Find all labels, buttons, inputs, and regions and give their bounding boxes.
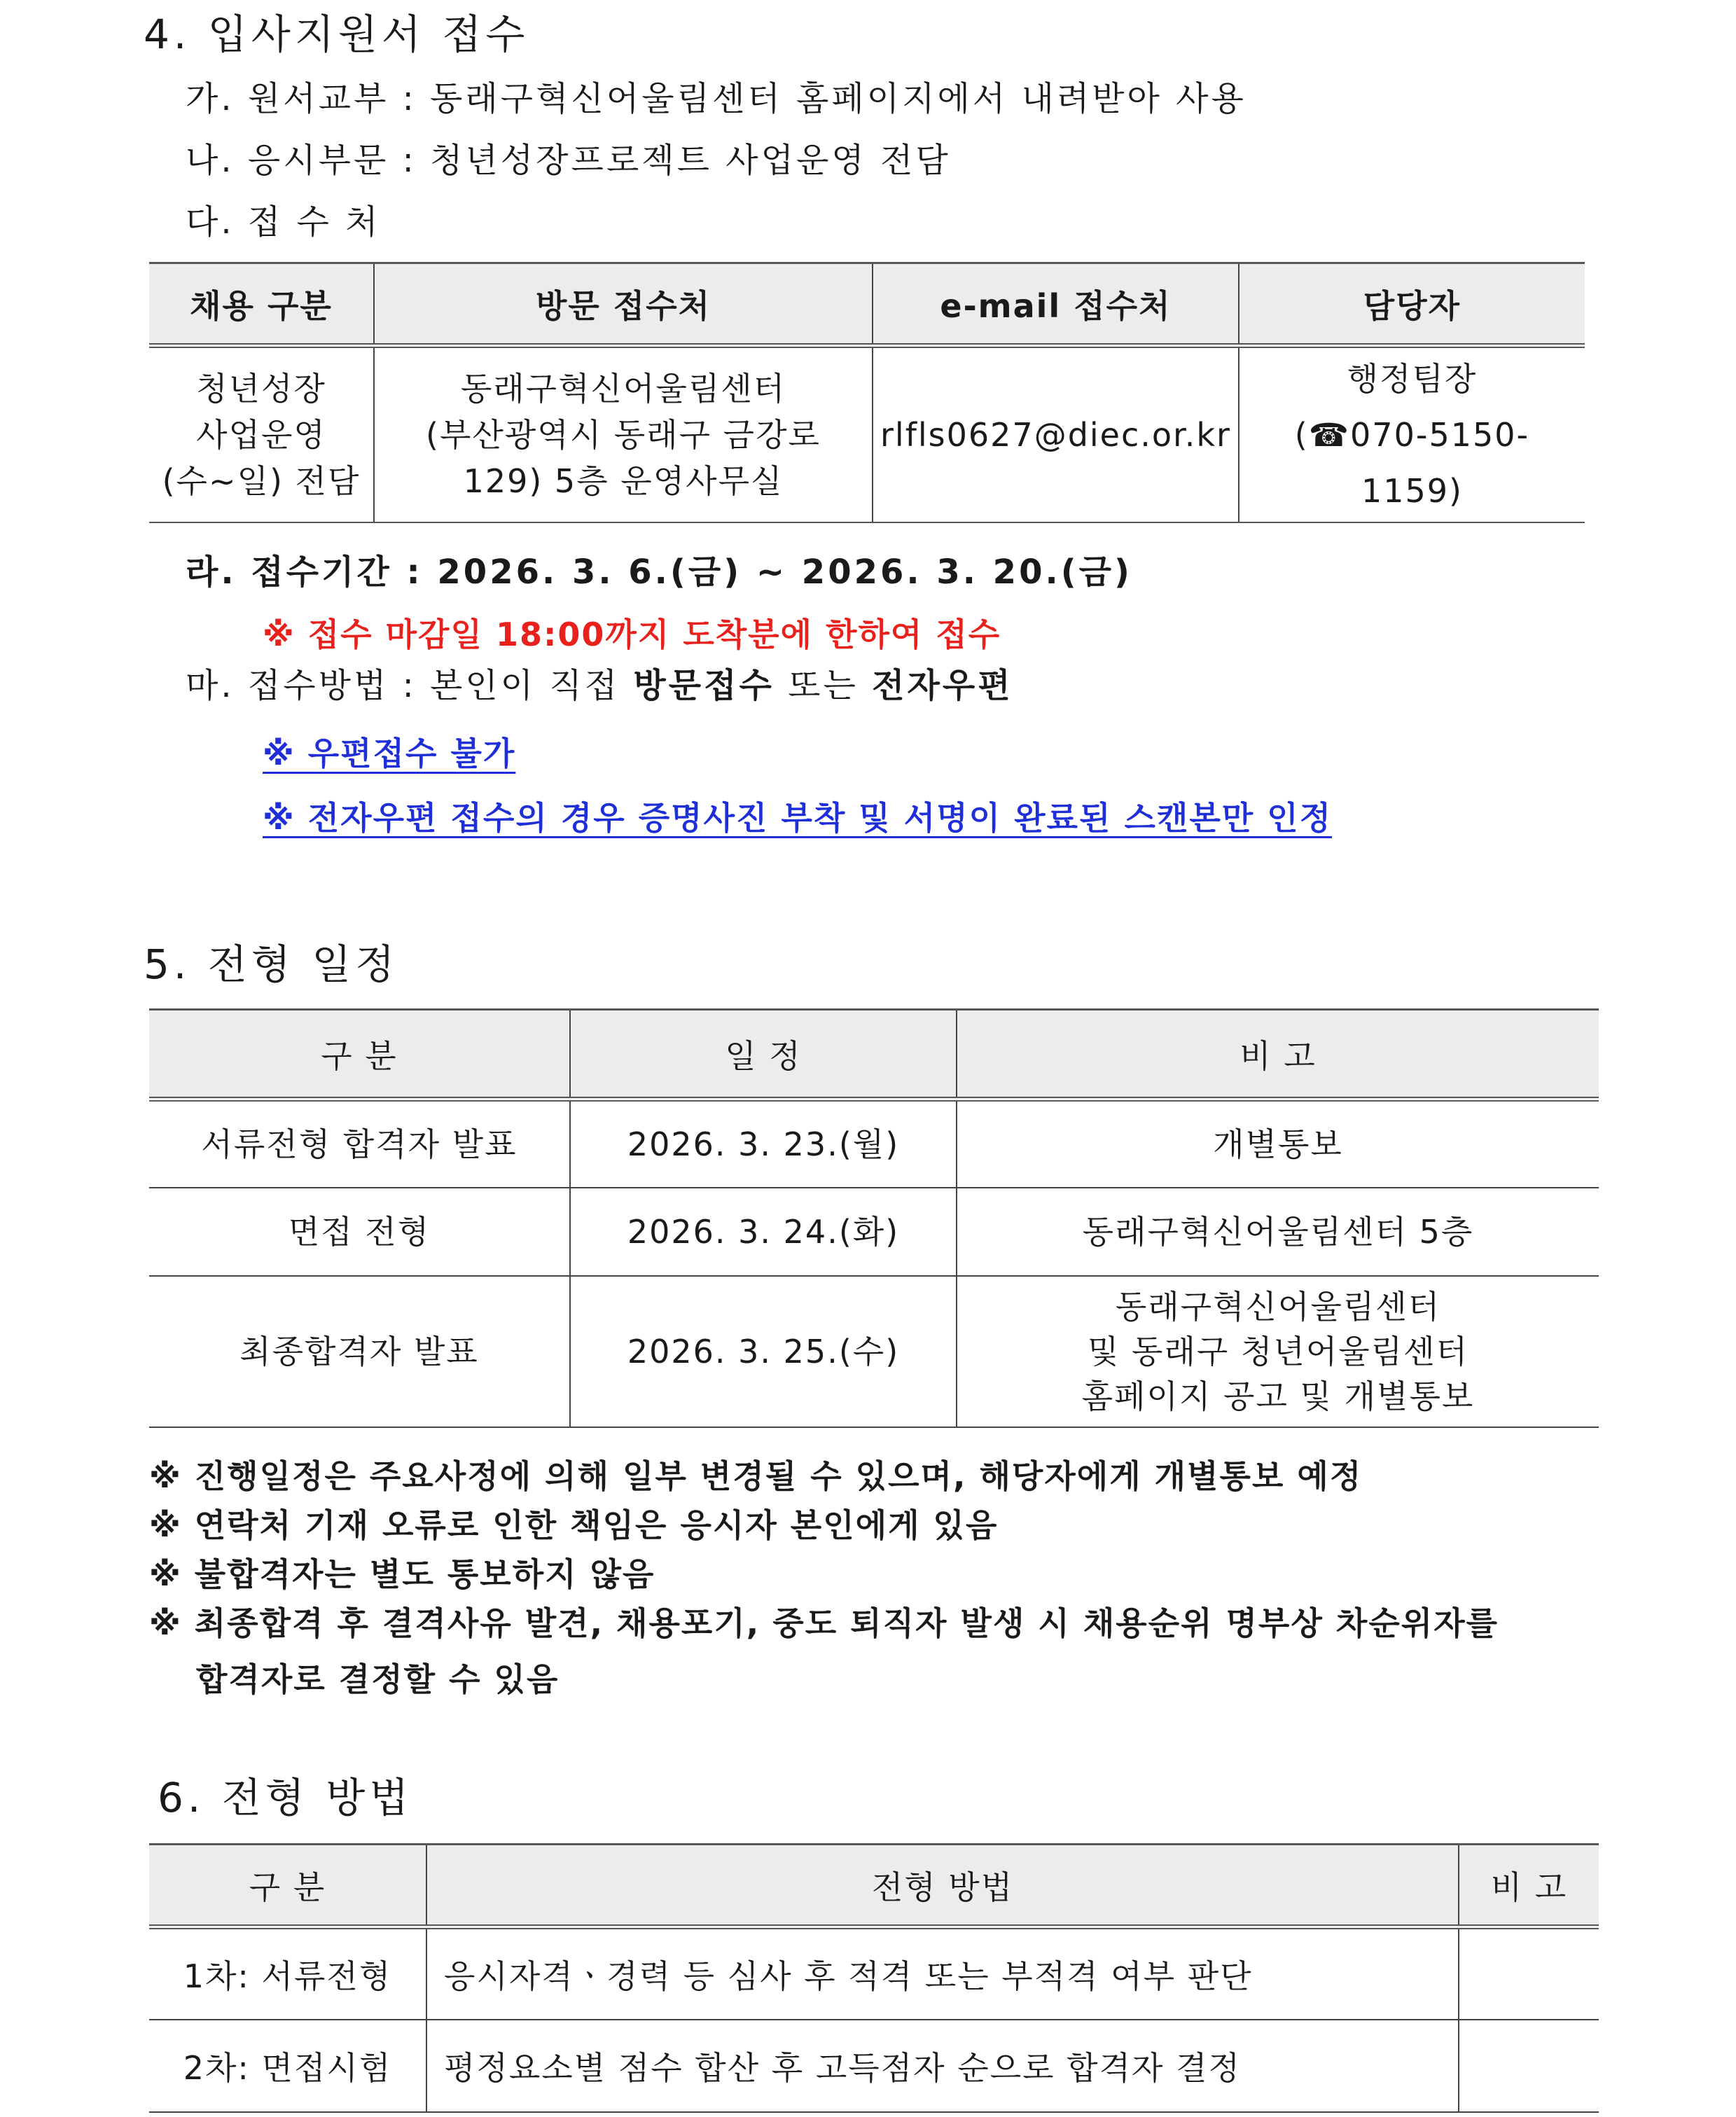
header-stage: 구 분 [149,1010,570,1099]
section6-heading: 6. 전형 방법 [158,1774,413,1821]
schedule-note-4: ※ 최종합격 후 결격사유 발견, 채용포기, 중도 퇴직자 발생 시 채용순위 명부상 차순위자를 [149,1604,1499,1642]
header-email: e-mail 접수처 [873,263,1239,346]
method-stage: 2차: 면접시험 [149,2020,426,2112]
schedule-stage: 서류전형 합격자 발표 [149,1099,570,1188]
header-contact: 담당자 [1239,263,1585,346]
schedule-note-4-cont: 합격자로 결정할 수 있음 [196,1660,560,1698]
header-visit: 방문 접수처 [374,263,873,346]
header-stage: 구 분 [149,1845,426,1927]
cell-email[interactable]: rlfls0627@diec.or.kr [873,346,1239,522]
reception-table [149,262,1585,523]
cell-visit: 동래구혁신어울림센터 (부산광역시 동래구 금강로 129) 5층 운영사무실 [374,346,873,522]
schedule-note-1: ※ 진행일정은 주요사정에 의해 일부 변경될 수 있으며, 해당자에게 개별통보 예정 [149,1457,1363,1495]
schedule-note-2: ※ 연락처 기재 오류로 인한 책임은 응시자 본인에게 있음 [149,1506,999,1544]
cell-contact: 행정팀장 (☎070-5150-1159) [1239,346,1585,522]
header-note: 비 고 [957,1010,1599,1099]
item-ra: 라. 접수기간 : 2026. 3. 6.(금) ~ 2026. 3. 20.(금) [186,553,1132,592]
method-stage: 1차: 서류전형 [149,1927,426,2020]
table-row [149,1927,1599,2020]
method-desc: 평정요소별 점수 합산 후 고득점자 순으로 합격자 결정 [426,2020,1459,2112]
table-row [149,2020,1599,2112]
table-row [149,1188,1599,1276]
schedule-note: 개별통보 [957,1099,1599,1188]
item-na: 나. 응시부문 : 청년성장프로젝트 사업운영 전담 [186,141,951,180]
header-method: 전형 방법 [426,1845,1459,1927]
item-ma: 마. 접수방법 : 본인이 직접 방문접수 또는 전자우편 [186,666,1013,705]
schedule-stage: 최종합격자 발표 [149,1276,570,1427]
section5-heading: 5. 전형 일정 [144,940,399,988]
item-ga: 가. 원서교부 : 동래구혁신어울림센터 홈페이지에서 내려받아 사용 [186,79,1247,118]
schedule-note: 동래구혁신어울림센터 및 동래구 청년어울림센터 홈페이지 공고 및 개별통보 [957,1276,1599,1427]
method-desc: 응시자격ㆍ경력 등 심사 후 적격 또는 부적격 여부 판단 [426,1927,1459,2020]
method-table [149,1843,1599,2113]
method-note [1459,2020,1599,2112]
header-category: 채용 구분 [149,263,374,346]
deadline-note: ※ 접수 마감일 18:00까지 도착분에 한하여 접수 [263,616,1001,653]
table-row [149,346,1585,522]
header-note: 비 고 [1459,1845,1599,1927]
header-date: 일 정 [570,1010,957,1099]
note-email: ※ 전자우편 접수의 경우 증명사진 부착 및 서명이 완료된 스캔본만 인정 [263,799,1333,837]
schedule-date: 2026. 3. 25.(수) [570,1276,957,1427]
schedule-date: 2026. 3. 24.(화) [570,1188,957,1276]
table-row [149,1276,1599,1427]
section4-heading: 4. 입사지원서 접수 [144,11,529,58]
schedule-date: 2026. 3. 23.(월) [570,1099,957,1188]
schedule-note: 동래구혁신어울림센터 5층 [957,1188,1599,1276]
cell-category: 청년성장 사업운영 (수~일) 전담 [149,346,374,522]
table-row [149,1099,1599,1188]
schedule-stage: 면접 전형 [149,1188,570,1276]
note-post: ※ 우편접수 불가 [263,735,516,772]
method-note [1459,1927,1599,2020]
item-da: 다. 접 수 처 [186,202,381,242]
schedule-note-3: ※ 불합격자는 별도 통보하지 않음 [149,1555,655,1593]
schedule-table [149,1008,1599,1428]
